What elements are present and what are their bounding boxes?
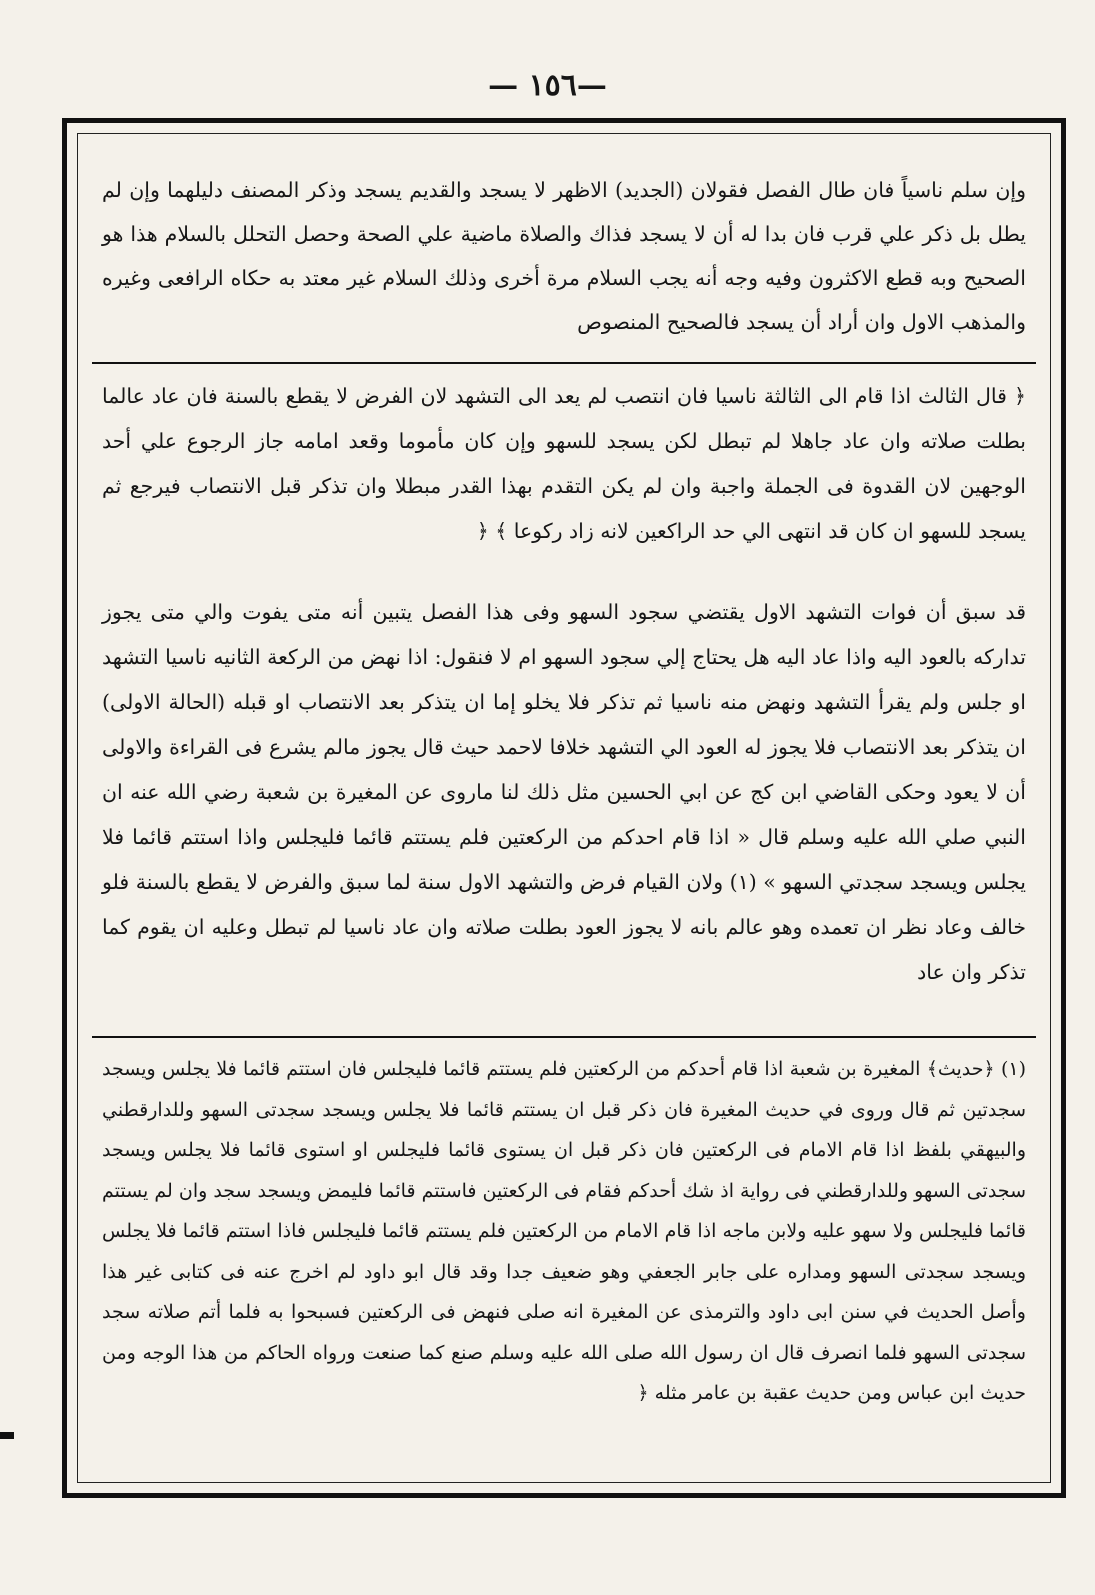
footnote-text: (١) ﴿حديث﴾ المغيرة بن شعبة اذا قام أحدكم من الركعتين فلم يستتم قائما فليجلس فان استتم قائما فلا يجلس ويسجد سجدتين ثم قال وروى في حديث المغيرة فان ذكر قبل ان يستتم قائما فلا يجلس ويسجد سجدتى السهو وللدارقطني والبيهقي بلفظ اذا قام الامام فى الركعتين فان ذكر قبل ان يستوى قائما فليجلس او استوى قائما فلا يجلس ويسجد سجدتى السهو وللدارقطني فى رواية اذ شك أحدكم فقام فى الركعتين فاستتم قائما فليمض ويسجد سجد وان لم يستتم قائما فليجلس ولا سهو عليه ولابن ماجه اذا قام الامام من الركعتين فلم يستتم قائما فليجلس فاذا استتم قائما فلا يجلس ويسجد سجدتى السهو ومداره على جابر الجعفي وهو ضعيف جدا وقد قال ابو داود لم اخرج عنه فى كتابى غير هذا وأصل الحديث في سنن ابى داود والترمذى عن المغيرة انه صلى فنهض فى الركعتين فسبحوا به فلما أتم صلاته سجد سجدتى السهو فلما انصرف قال ان رسول الله صلى الله عليه وسلم صنع كما صنعت ورواه الحاكم من هذا الوجه ومن حديث ابن عباس ومن حديث عقبة بن عامر مثله ﴿ xyxy=(102,1058,1026,1404)
footnote xyxy=(102,1049,1026,1414)
divider-top xyxy=(92,362,1036,364)
paragraph-matn xyxy=(102,374,1026,554)
inner-frame xyxy=(77,133,1051,1483)
paragraph-intro-text: وإن سلم ناسياً فان طال الفصل فقولان (الجديد) الاظهر لا يسجد والقديم يسجد وذكر المصنف دليلهما وإن لم يطل بل ذكر علي قرب فان بدا له أن لا يسجد فذاك والصلاة ماضية علي الصحة وحصل التحلل بالسلام هذا هو الصحيح وبه قطع الاكثرون وفيه وجه أنه يجب السلام مرة أخرى وذلك السلام غير معتد به حكاه الرافعى وغيره والمذهب الاول وان أراد أن يسجد فالصحيح المنصوص xyxy=(102,178,1026,334)
paragraph-sharh xyxy=(102,590,1026,995)
paragraph-matn-text: ﴿ قال الثالث اذا قام الى الثالثة ناسيا فان انتصب لم يعد الى التشهد لان الفرض لا يقطع بالسنة فان عاد عالما بطلت صلاته وان عاد جاهلا لم تبطل لكن يسجد للسهو وإن كان مأموما وقعد امامه جاز الرجوع علي أحد الوجهين لان القدوة فى الجملة واجبة وان لم يكن التقدم بهذا القدر مبطلا وان تذكر قبل الانتصاب فيرجع ثم يسجد للسهو ان كان قد انتهى الي حد الراكعين لانه زاد ركوعا ﴾ ﴿ xyxy=(102,384,1026,543)
paragraph-intro xyxy=(102,168,1026,344)
page-frame xyxy=(62,118,1066,1498)
divider-footnote xyxy=(92,1036,1036,1038)
page-number: — ١٥٦— xyxy=(488,68,607,103)
paragraph-sharh-text: قد سبق أن فوات التشهد الاول يقتضي سجود السهو وفى هذا الفصل يتبين أنه متى يفوت والي متى يجوز تداركه بالعود اليه واذا عاد اليه هل يحتاج إلي سجود السهو ام لا فنقول: اذا نهض من الركعة الثانيه ناسيا التشهد او جلس ولم يقرأ التشهد ونهض منه ناسيا ثم تذكر فلا يخلو إما ان يتذكر بعد الانتصاب او قبله (الحالة الاولى) ان يتذكر بعد الانتصاب فلا يجوز له العود الي التشهد خلافا لاحمد حيث قال يجوز مالم يشرع فى القراءة والاولى أن لا يعود وحكى القاضي ابن كج عن ابي الحسين مثل ذلك لنا ماروى عن المغيرة بن شعبة رضي الله عنه ان النبي صلي الله عليه وسلم قال « اذا قام احدكم من الركعتين فلم يستتم قائما فليجلس واذا استتم قائما فلا يجلس ويسجد سجدتي السهو » (١) ولان القيام فرض والتشهد الاول سنة لما سبق والفرض لا يقطع بالسنة فلو خالف وعاد نظر ان تعمده وهو عالم بانه لا يجوز العود بطلت صلاته وان عاد ناسيا لم تبطل وعليه ان يقوم كما تذكر وان عاد xyxy=(102,600,1026,984)
scan-edge-mark xyxy=(0,1432,14,1439)
